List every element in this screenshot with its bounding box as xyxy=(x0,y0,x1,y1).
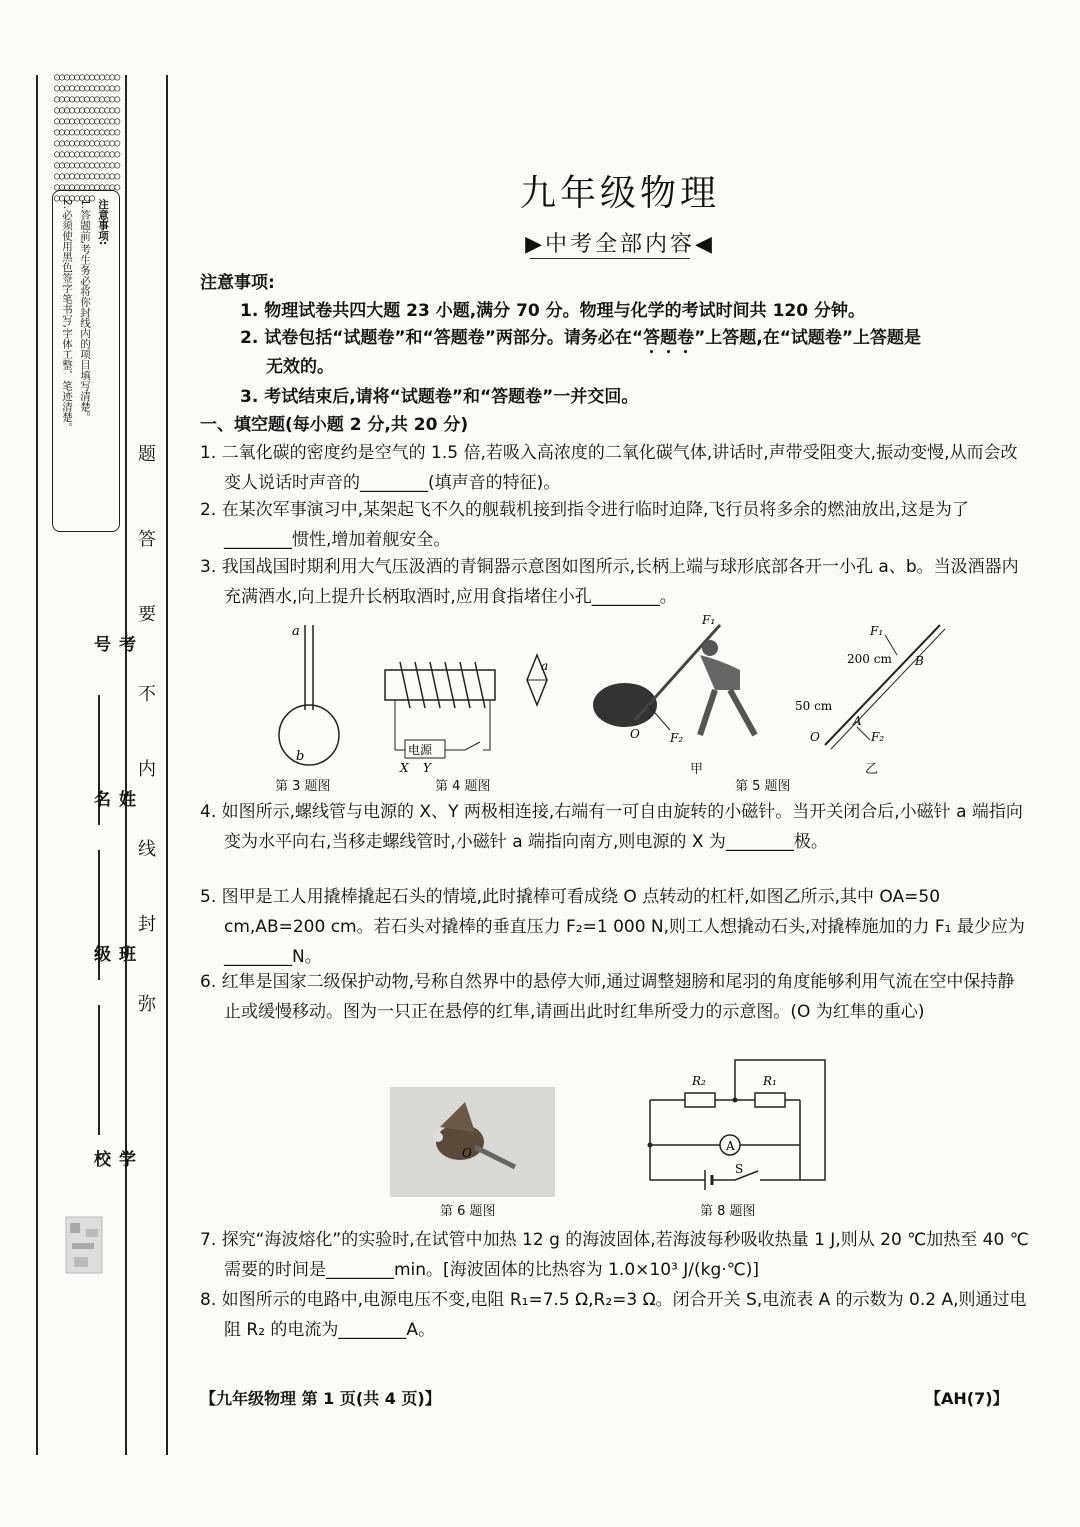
subtitle-underline xyxy=(530,258,690,259)
svg-text:S: S xyxy=(735,1162,744,1176)
label-a: a xyxy=(292,624,300,639)
seal-char: 弥 xyxy=(138,994,156,1015)
svg-text:R₁: R₁ xyxy=(763,1074,777,1088)
svg-text:O: O xyxy=(810,730,820,744)
label-b: b xyxy=(296,749,305,764)
margin-line-outer xyxy=(36,75,38,1455)
footer-page-info: 【九年级物理 第 1 页(共 4 页)】 xyxy=(200,1389,441,1408)
question-1: 1. 二氧化碳的密度约是空气的 1.5 倍,若吸入高浓度的二氧化碳气体,讲话时,声带受阻变大,振动变慢,从而会改变人说话时声音的________(填声音的特征)。 xyxy=(200,443,1018,493)
fig5-label-a: 甲 xyxy=(690,762,704,777)
svg-text:A: A xyxy=(726,1139,735,1153)
notice-item-2: 2. 试卷包括“试题卷”和“答题卷”两部分。请务必在“答题卷”上答题,在“试题卷”上答题是 xyxy=(240,328,922,348)
svg-text:F₂: F₂ xyxy=(670,731,684,745)
qr-stamp-icon xyxy=(64,1215,104,1275)
question-6: 6. 红隼是国家二级保护动物,号称自然界中的悬停大师,通过调整翅膀和尾羽的角度能够利用气流在空中保持静止或缓慢移动。图为一只正在悬停的红隼,请画出此时红隼所受力的示意图。(O 为红隼的重心) xyxy=(200,972,1015,1022)
figure-3-wine-dipper xyxy=(270,620,360,770)
footer-code: 【AH(7)】 xyxy=(925,1389,1009,1408)
margin-line-mid xyxy=(125,75,127,1455)
page-subtitle xyxy=(200,227,1040,258)
margin-notice-2: 2.必须使用黑色签字笔书写,字体工整、笔迹清楚。 xyxy=(61,199,73,433)
question-4: 4. 如图所示,螺线管与电源的 X、Y 两极相连接,右端有一可自由旋转的小磁针。当开关闭合后,小磁针 a 端指向变为水平向右,当移走螺线管时,小磁针 a 端指向南方,则电源的 X 为________极。 xyxy=(200,802,1023,852)
section-heading: 一、填空题(每小题 2 分,共 20 分) xyxy=(200,415,469,435)
triangle-left-icon: ◀ xyxy=(695,232,715,257)
question-5: 5. 图甲是工人用撬棒撬起石头的情境,此时撬棒可看成绕 O 点转动的杠杆,如图乙所示,其中 OA=50 cm,AB=200 cm。若石头对撬棒的垂直压力 F₂=1 000 N,则工人想撬动石头,对撬棒施加的力 F₁ 最少应为________N。 xyxy=(200,887,1025,967)
label-power: 电源 xyxy=(408,743,433,757)
svg-text:B: B xyxy=(915,654,924,668)
fig8-caption: 第 8 题图 xyxy=(700,1204,756,1219)
decorative-circle-pattern: ○○○○○○○○○○○○○○○○○○○○○○○○○○○○○○○○○○○○○○○○○○○○○○○○○○○○○○○○○○○○○○○○○○○○○○○○○○○○○○○○○○○○○○○○○○○○○○○○○○○○○○○○○○○○○○○○○○○○○○○○○○○○○○○○○○○○○○○○○○○○○○○○○○○○○○○ xyxy=(54,72,120,204)
svg-text:Y: Y xyxy=(423,761,431,775)
fig4-caption: 第 4 题图 xyxy=(435,779,491,794)
figure-6-kestrel-photo xyxy=(390,1087,555,1197)
field-label-exam-number: 考号 xyxy=(90,635,135,652)
seal-char: 线 xyxy=(138,839,156,860)
figure-4-solenoid xyxy=(375,650,555,775)
svg-text:F₂: F₂ xyxy=(871,730,885,744)
fig5-label-b: 乙 xyxy=(865,762,879,777)
seal-char: 答 xyxy=(138,529,156,550)
field-label-class: 班级 xyxy=(90,945,135,962)
field-label-name: 姓名 xyxy=(90,790,135,807)
question-7: 7. 探究“海波熔化”的实验时,在试管中加热 12 g 的海波固体,若海波每秒吸收热量 1 J,则从 20 ℃加热至 40 ℃需要的时间是________min。[海波固体的比热容为 1.0×10³ J/(kg·℃)] xyxy=(200,1230,1029,1280)
seal-char: 封 xyxy=(138,914,156,935)
svg-text:a: a xyxy=(541,659,549,673)
notice-item-1: 1. 物理试卷共四大题 23 小题,满分 70 分。物理与化学的考试时间共 120 分钟。 xyxy=(240,301,865,321)
margin-line-seal xyxy=(166,75,168,1455)
question-8: 8. 如图所示的电路中,电源电压不变,电阻 R₁=7.5 Ω,R₂=3 Ω。闭合开关 S,电流表 A 的示数为 0.2 A,则通过电阻 R₂ 的电流为________A。 xyxy=(200,1290,1027,1340)
notice-item-3: 3. 考试结束后,请将“试题卷”和“答题卷”一并交回。 xyxy=(240,387,639,407)
notice-item-2-cont: 无效的。 xyxy=(266,357,334,377)
svg-text:O: O xyxy=(630,727,640,741)
fig5-caption: 第 5 题图 xyxy=(735,779,791,794)
margin-notice-1: 1.答题前,考生务必将你封线内的项目填写清楚。 xyxy=(79,199,91,423)
svg-text:O: O xyxy=(462,1146,472,1160)
notice-heading: 注意事项: xyxy=(200,273,275,293)
field-line xyxy=(98,1005,100,1135)
figure-5a-worker-lever xyxy=(590,610,780,760)
seal-char: 题 xyxy=(138,444,156,465)
svg-text:F₁: F₁ xyxy=(702,613,716,627)
question-3: 3. 我国战国时期利用大气压汲酒的青铜器示意图如图所示,长柄上端与球形底部各开一小孔 a、b。当汲酒器内充满酒水,向上提升长柄取酒时,应用食指堵住小孔________。 xyxy=(200,557,1019,607)
figure-5b-lever-diagram xyxy=(795,615,950,755)
subtitle-text: 中考全部内容 xyxy=(544,232,695,257)
triangle-right-icon: ▶ xyxy=(525,232,545,257)
svg-text:F₁: F₁ xyxy=(870,624,884,638)
svg-text:200 cm: 200 cm xyxy=(847,652,892,666)
fig6-caption: 第 6 题图 xyxy=(440,1204,496,1219)
svg-text:A: A xyxy=(853,714,862,728)
binding-margin xyxy=(0,0,170,1527)
question-2: 2. 在某次军事演习中,某架起飞不久的舰载机接到指令进行临时迫降,飞行员将多余的燃油放出,这是为了________惯性,增加着舰安全。 xyxy=(200,500,969,550)
fig3-caption: 第 3 题图 xyxy=(275,779,331,794)
svg-text:R₂: R₂ xyxy=(692,1074,706,1088)
seal-char: 要 xyxy=(138,604,156,625)
svg-text:50 cm: 50 cm xyxy=(795,699,833,713)
seal-char: 不 xyxy=(138,684,156,705)
field-label-school: 学校 xyxy=(90,1150,135,1167)
margin-notice-box xyxy=(52,190,120,532)
page-title: 九年级物理 xyxy=(519,173,720,214)
svg-text:X: X xyxy=(400,761,409,775)
figure-8-circuit xyxy=(640,1055,835,1195)
margin-notice-title: 注意事项: xyxy=(97,199,109,246)
seal-char: 内 xyxy=(138,759,156,780)
